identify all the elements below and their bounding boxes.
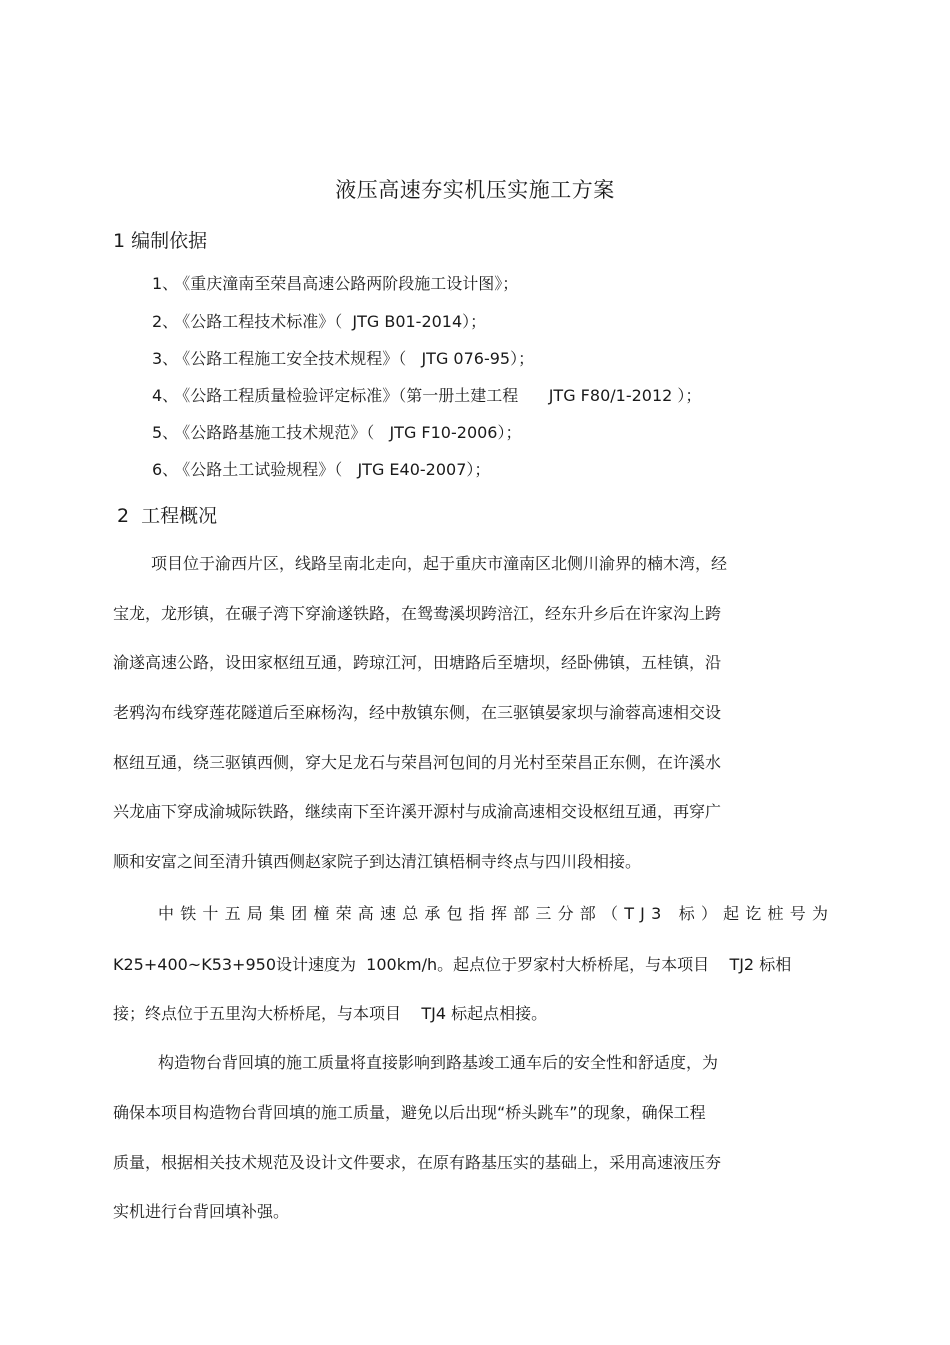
reference-item: [152, 311, 486, 333]
reference-text: 《公路路基施工技术规范》（ JTG F10-2006）；: [182, 423, 522, 442]
reference-number: 1、: [152, 274, 179, 293]
paragraph-line: 确保本项目构造物台背回填的施工质量，避免以后出现“桥头跳车”的现象，确保工程: [113, 1103, 706, 1122]
paragraph-line: 老鸦沟布线穿莲花隧道后至麻杨沟，经中敖镇东侧，在三驱镇晏家坝与渝蓉高速相交设: [113, 703, 722, 722]
reference-item: [152, 273, 518, 295]
reference-number: 6、: [152, 460, 179, 479]
reference-text: 《重庆潼南至荣昌高速公路两阶段施工设计图》；: [182, 274, 519, 293]
reference-text: 《公路土工试验规程》（ JTG E40-2007）；: [182, 460, 491, 479]
paragraph-line: 中铁十五局集团橦荣高速总承包指挥部三分部（TJ3 标）起讫桩号为: [158, 904, 835, 923]
paragraph-line: 质量，根据相关技术规范及设计文件要求，在原有路基压实的基础上，采用高速液压夯: [113, 1153, 722, 1172]
reference-text: 《公路工程质量检验评定标准》（第一册土建工程 JTG F80/1-2012 ）；: [182, 386, 702, 405]
document-title: 液压高速夯实机压实施工方案: [335, 178, 615, 202]
paragraph-line: 顺和安富之间至清升镇西侧赵家院子到达清江镇梧桐寺终点与四川段相接。: [113, 852, 642, 871]
reference-number: 5、: [152, 423, 179, 442]
paragraph-line: 宝龙，龙形镇，在碾子湾下穿渝遂铁路，在鸳鸯溪坝跨涪江，经东升乡后在许家沟上跨: [113, 604, 722, 623]
paragraph-line: 项目位于渝西片区，线路呈南北走向，起于重庆市潼南区北侧川渝界的楠木湾，经: [151, 554, 728, 573]
reference-number: 3、: [152, 349, 179, 368]
paragraph-line: 渝遂高速公路，设田家枢纽互通，跨琼江河，田塘路后至塘坝，经卧佛镇，五桂镇，沿: [113, 653, 722, 672]
paragraph-line: 枢纽互通，绕三驱镇西侧，穿大足龙石与荣昌河包间的月光村至荣昌正东侧，在许溪水: [113, 753, 722, 772]
section-heading-basis: 1 编制依据: [113, 230, 208, 252]
reference-number: 4、: [152, 386, 179, 405]
reference-text: 《公路工程技术标准》（ JTG B01-2014）；: [182, 312, 487, 331]
paragraph-line: 接；终点位于五里沟大桥桥尾，与本项目 TJ4 标起点相接。: [113, 1004, 548, 1023]
paragraph-line: 兴龙庙下穿成渝城际铁路，继续南下至许溪开源村与成渝高速相交设枢纽互通，再穿广: [113, 802, 722, 821]
reference-item: [152, 348, 534, 370]
paragraph-line: 实机进行台背回填补强。: [113, 1202, 290, 1221]
reference-number: 2、: [152, 312, 179, 331]
reference-text: 《公路工程施工安全技术规程》（ JTG 076-95）；: [182, 349, 535, 368]
reference-item: [152, 422, 521, 444]
reference-item: [152, 459, 490, 481]
section-heading-overview: 2 工程概况: [117, 505, 218, 527]
paragraph-line: K25+400~K53+950设计速度为 100km/h。起点位于罗家村大桥桥尾，与本项目 TJ2 标相: [113, 955, 792, 974]
paragraph-line: 构造物台背回填的施工质量将直接影响到路基竣工通车后的安全性和舒适度，为: [158, 1053, 719, 1072]
reference-item: [152, 385, 701, 407]
